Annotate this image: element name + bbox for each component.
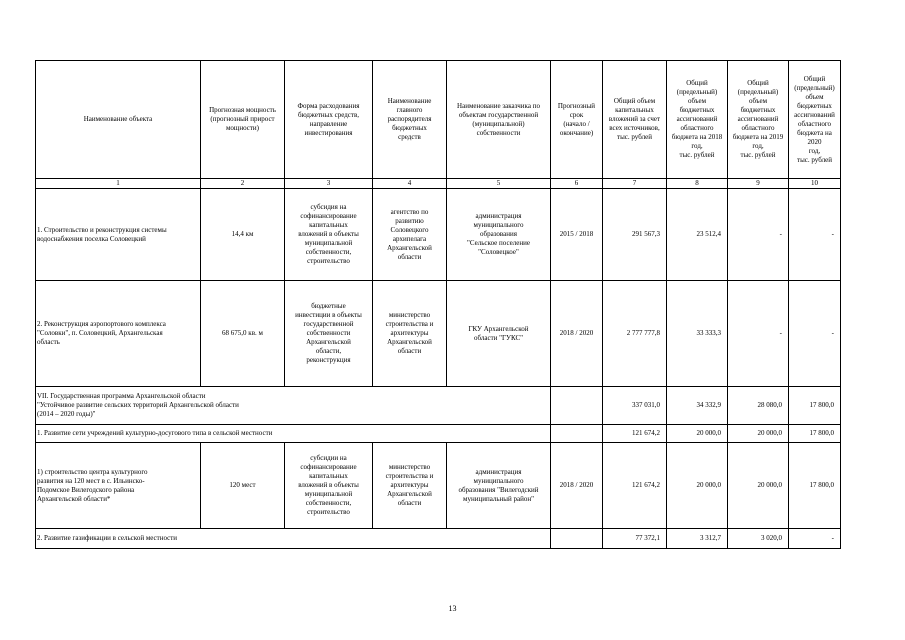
- table-row-section: [36, 425, 841, 443]
- budget-manager: министерство строительства и архитектуры Архангельской области: [373, 281, 447, 387]
- column-number: 6: [551, 179, 603, 189]
- term: 2018 / 2020: [551, 443, 603, 529]
- section-name: 2. Развитие газификации в сельской местности: [36, 529, 551, 549]
- header-total: Общий объем капитальных вложений за счет всех источников, тыс. рублей: [603, 61, 667, 179]
- customer: администрация муниципального образования "Сельское поселение "Соловецкое": [447, 189, 551, 281]
- table-row-program: [36, 387, 841, 425]
- total-amount: 337 031,0: [603, 387, 667, 425]
- capacity: 14,4 км: [201, 189, 285, 281]
- expenditure-form: субсидии на софинансирование капитальных вложений в объекты муниципальной собственности, строительство: [285, 443, 373, 529]
- header-2019: Общий (предельный) объем бюджетных ассигнований областного бюджета на 2019 год, тыс. рублей: [728, 61, 789, 179]
- column-number: 3: [285, 179, 373, 189]
- customer: администрация муниципального образования "Вилегодский муниципальный район": [447, 443, 551, 529]
- term: 2015 / 2018: [551, 189, 603, 281]
- expenditure-form: бюджетные инвестиции в объекты государственной собственности Архангельской области, реконструкция: [285, 281, 373, 387]
- total-amount: 121 674,2: [603, 443, 667, 529]
- object-name: 2. Реконструкция аэропортового комплекса "Соловки", п. Соловецкий, Архангельская область: [36, 281, 201, 387]
- amount-2018: 3 312,7: [667, 529, 728, 549]
- header-form: Форма расходования бюджетных средств, направление инвестирования: [285, 61, 373, 179]
- budget-manager: министерство строительства и архитектуры Архангельской области: [373, 443, 447, 529]
- column-number: 10: [789, 179, 841, 189]
- total-amount: 291 567,3: [603, 189, 667, 281]
- amount-2018: 33 333,3: [667, 281, 728, 387]
- table-row: [36, 281, 841, 387]
- amount-2018: 20 000,0: [667, 425, 728, 443]
- column-number: 9: [728, 179, 789, 189]
- amount-2018: 23 512,4: [667, 189, 728, 281]
- column-number-row: [36, 179, 841, 189]
- amount-2019: -: [728, 281, 789, 387]
- amount-2018: 20 000,0: [667, 443, 728, 529]
- capacity: 120 мест: [201, 443, 285, 529]
- total-amount: 121 674,2: [603, 425, 667, 443]
- column-number: 4: [373, 179, 447, 189]
- header-term: Прогнозный срок (начало / окончание): [551, 61, 603, 179]
- total-amount: 2 777 777,8: [603, 281, 667, 387]
- amount-2019: 20 000,0: [728, 443, 789, 529]
- amount-2020: 17 800,0: [789, 387, 841, 425]
- header-customer: Наименование заказчика по объектам государственной (муниципальной) собственности: [447, 61, 551, 179]
- amount-2020: 17 800,0: [789, 443, 841, 529]
- expenditure-form: субсидия на софинансирование капитальных вложений в объекты муниципальной собственности, строительство: [285, 189, 373, 281]
- header-2020: Общий (предельный) объем бюджетных ассигнований областного бюджета на 2020 год, тыс. рублей: [789, 61, 841, 179]
- customer: ГКУ Архангельской области "ГУКС": [447, 281, 551, 387]
- column-number: 1: [36, 179, 201, 189]
- capacity: 68 675,0 кв. м: [201, 281, 285, 387]
- table-row: [36, 443, 841, 529]
- header-manager: Наименование главного распорядителя бюджетных средств: [373, 61, 447, 179]
- amount-2020: 17 800,0: [789, 425, 841, 443]
- page-number: 13: [448, 604, 457, 613]
- amount-2019: 3 020,0: [728, 529, 789, 549]
- table-row-section: [36, 529, 841, 549]
- table-row: [36, 189, 841, 281]
- empty-cell: [551, 387, 603, 425]
- object-name: 1. Строительство и реконструкция системы водоснабжения поселка Соловецкий: [36, 189, 201, 281]
- object-name: 1) строительство центра культурного развития на 120 мест в с. Ильинско- Подомское Вилегодского района Архангельской области*: [36, 443, 201, 529]
- empty-cell: [551, 529, 603, 549]
- investment-objects-table: [35, 60, 841, 549]
- amount-2020: -: [789, 189, 841, 281]
- column-number: 2: [201, 179, 285, 189]
- section-name: 1. Развитие сети учреждений культурно-досугового типа в сельской местности: [36, 425, 551, 443]
- amount-2018: 34 332,9: [667, 387, 728, 425]
- empty-cell: [551, 425, 603, 443]
- program-name: VII. Государственная программа Архангельской области "Устойчивое развитие сельских территорий Архангельской области (2014 – 2020 годы)": [36, 387, 551, 425]
- header-2018: Общий (предельный) объем бюджетных ассигнований областного бюджета на 2018 год, тыс. рублей: [667, 61, 728, 179]
- term: 2018 / 2020: [551, 281, 603, 387]
- amount-2019: 28 080,0: [728, 387, 789, 425]
- budget-manager: агентство по развитию Соловецкого архипелага Архангельской области: [373, 189, 447, 281]
- header-capacity: Прогнозная мощность (прогнозный прирост мощности): [201, 61, 285, 179]
- column-number: 8: [667, 179, 728, 189]
- amount-2019: -: [728, 189, 789, 281]
- header-row: [36, 61, 841, 179]
- header-object-name: Наименование объекта: [36, 61, 201, 179]
- column-number: 5: [447, 179, 551, 189]
- amount-2020: -: [789, 281, 841, 387]
- total-amount: 77 372,1: [603, 529, 667, 549]
- amount-2019: 20 000,0: [728, 425, 789, 443]
- column-number: 7: [603, 179, 667, 189]
- amount-2020: -: [789, 529, 841, 549]
